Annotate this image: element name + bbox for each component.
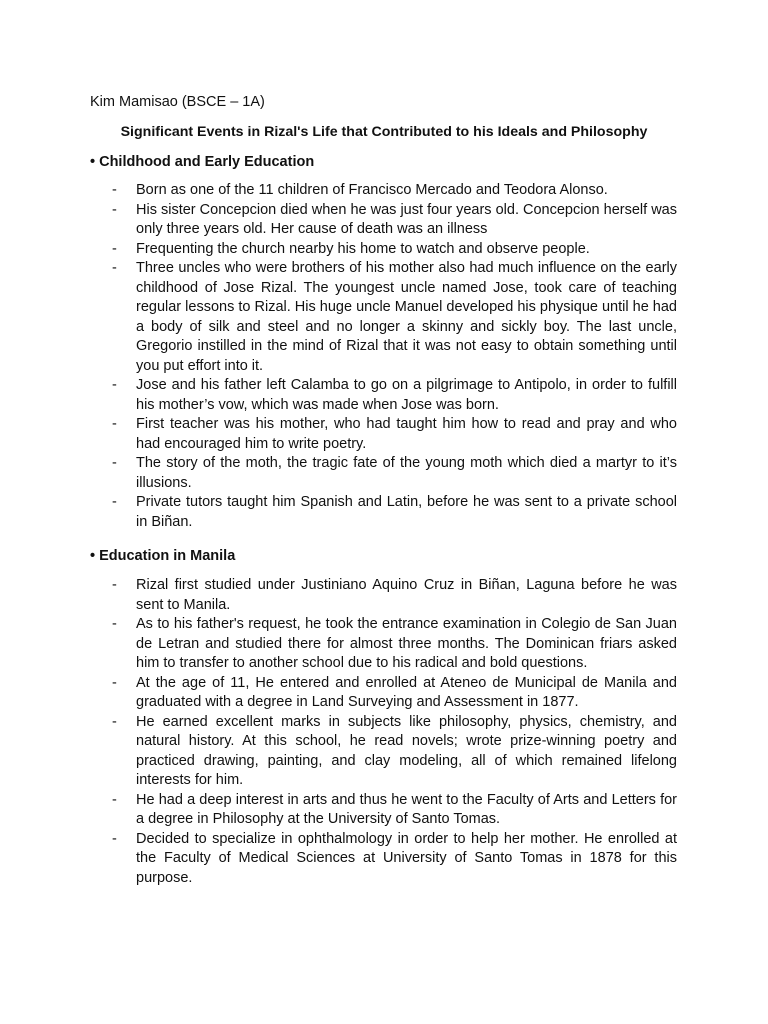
list-item (112, 674, 677, 713)
list-item-text: Rizal first studied under Justiniano Aquino Cruz in Biñan, Laguna before he was sent to Manila. (136, 577, 677, 613)
dash-marker: - (112, 713, 117, 730)
section-heading-childhood: • Childhood and Early Education (90, 154, 315, 170)
dash-marker: - (112, 494, 117, 510)
list-item-text: Jose and his father left Calamba to go on a pilgrimage to Antipolo, in order to fulfill his mother’s vow, which was made when Jose was born. (136, 377, 677, 413)
list-item-text: As to his father's request, he took the entrance examination in Colegio de San Juan de Letran and studied there for almost three months. The Dominican friars asked him to transfer to another school due to his radical and bold questions. (136, 616, 677, 671)
section-heading-manila: • Education in Manila (90, 548, 236, 564)
list-item-text: Private tutors taught him Spanish and Latin, before he was sent to a private school in Biñan. (136, 494, 677, 530)
list-item (112, 201, 677, 240)
dash-marker: - (112, 791, 117, 808)
list-item (112, 240, 677, 260)
dash-marker: - (112, 416, 117, 432)
childhood-list (112, 181, 677, 532)
list-item (112, 259, 677, 376)
list-item-text: He earned excellent marks in subjects like philosophy, physics, chemistry, and natural history. At this school, he read novels; wrote prize-winning poetry and practiced drawing, painting, and clay modeling, all of which remained lifelong interests for him. (136, 713, 677, 788)
manila-list (112, 576, 677, 888)
dash-marker: - (112, 830, 117, 847)
dash-marker: - (112, 674, 117, 691)
list-item (112, 493, 677, 532)
list-item (112, 713, 677, 791)
dash-marker: - (112, 182, 117, 198)
dash-marker: - (112, 240, 117, 257)
list-item (112, 376, 677, 415)
list-item (112, 454, 677, 493)
list-item-text: The story of the moth, the tragic fate of the young moth which died a martyr to it’s illusions. (136, 455, 677, 491)
list-item-text: He had a deep interest in arts and thus he went to the Faculty of Arts and Letters for a degree in Philosophy at the University of Santo Tomas. (136, 791, 677, 827)
list-item-text: Decided to specialize in ophthalmology in order to help her mother. He enrolled at the Faculty of Medical Sciences at University of Santo Tomas in 1878 for this purpose. (136, 830, 677, 886)
list-item-text: First teacher was his mother, who had taught him how to read and pray and who had encouraged him to write poetry. (136, 416, 677, 452)
dash-marker: - (112, 201, 117, 218)
document-title: Significant Events in Rizal's Life that Contributed to his Ideals and Philosophy (120, 124, 648, 140)
dash-marker: - (112, 616, 117, 632)
author-line: Kim Mamisao (BSCE – 1A) (90, 94, 265, 110)
list-item (112, 576, 677, 615)
list-item (112, 830, 677, 889)
list-item (112, 791, 677, 830)
list-item-text: Three uncles who were brothers of his mother also had much influence on the early childhood of Jose Rizal. The youngest uncle named Jose, took care of teaching regular lessons to Rizal. His huge uncle Manuel developed his physique until he had a body of silk and steel and no longer a skinny and sickly boy. The last uncle, Gregorio instilled in the mind of Rizal that it was not easy to obtain something until you put effort into it. (136, 260, 677, 374)
list-item-text: Frequenting the church nearby his home to watch and observe people. (136, 240, 590, 257)
dash-marker: - (112, 455, 117, 471)
dash-marker: - (112, 377, 117, 393)
list-item-text: At the age of 11, He entered and enrolled at Ateneo de Municipal de Manila and graduated with a degree in Land Surveying and Assessment in 1877. (136, 674, 677, 710)
list-item-text: Born as one of the 11 children of Francisco Mercado and Teodora Alonso. (136, 182, 608, 198)
dash-marker: - (112, 577, 117, 593)
dash-marker: - (112, 260, 117, 276)
list-item (112, 615, 677, 674)
list-item (112, 181, 677, 201)
list-item-text: His sister Concepcion died when he was just four years old. Concepcion herself was only three years old. Her cause of death was an illness (136, 201, 677, 237)
list-item (112, 415, 677, 454)
